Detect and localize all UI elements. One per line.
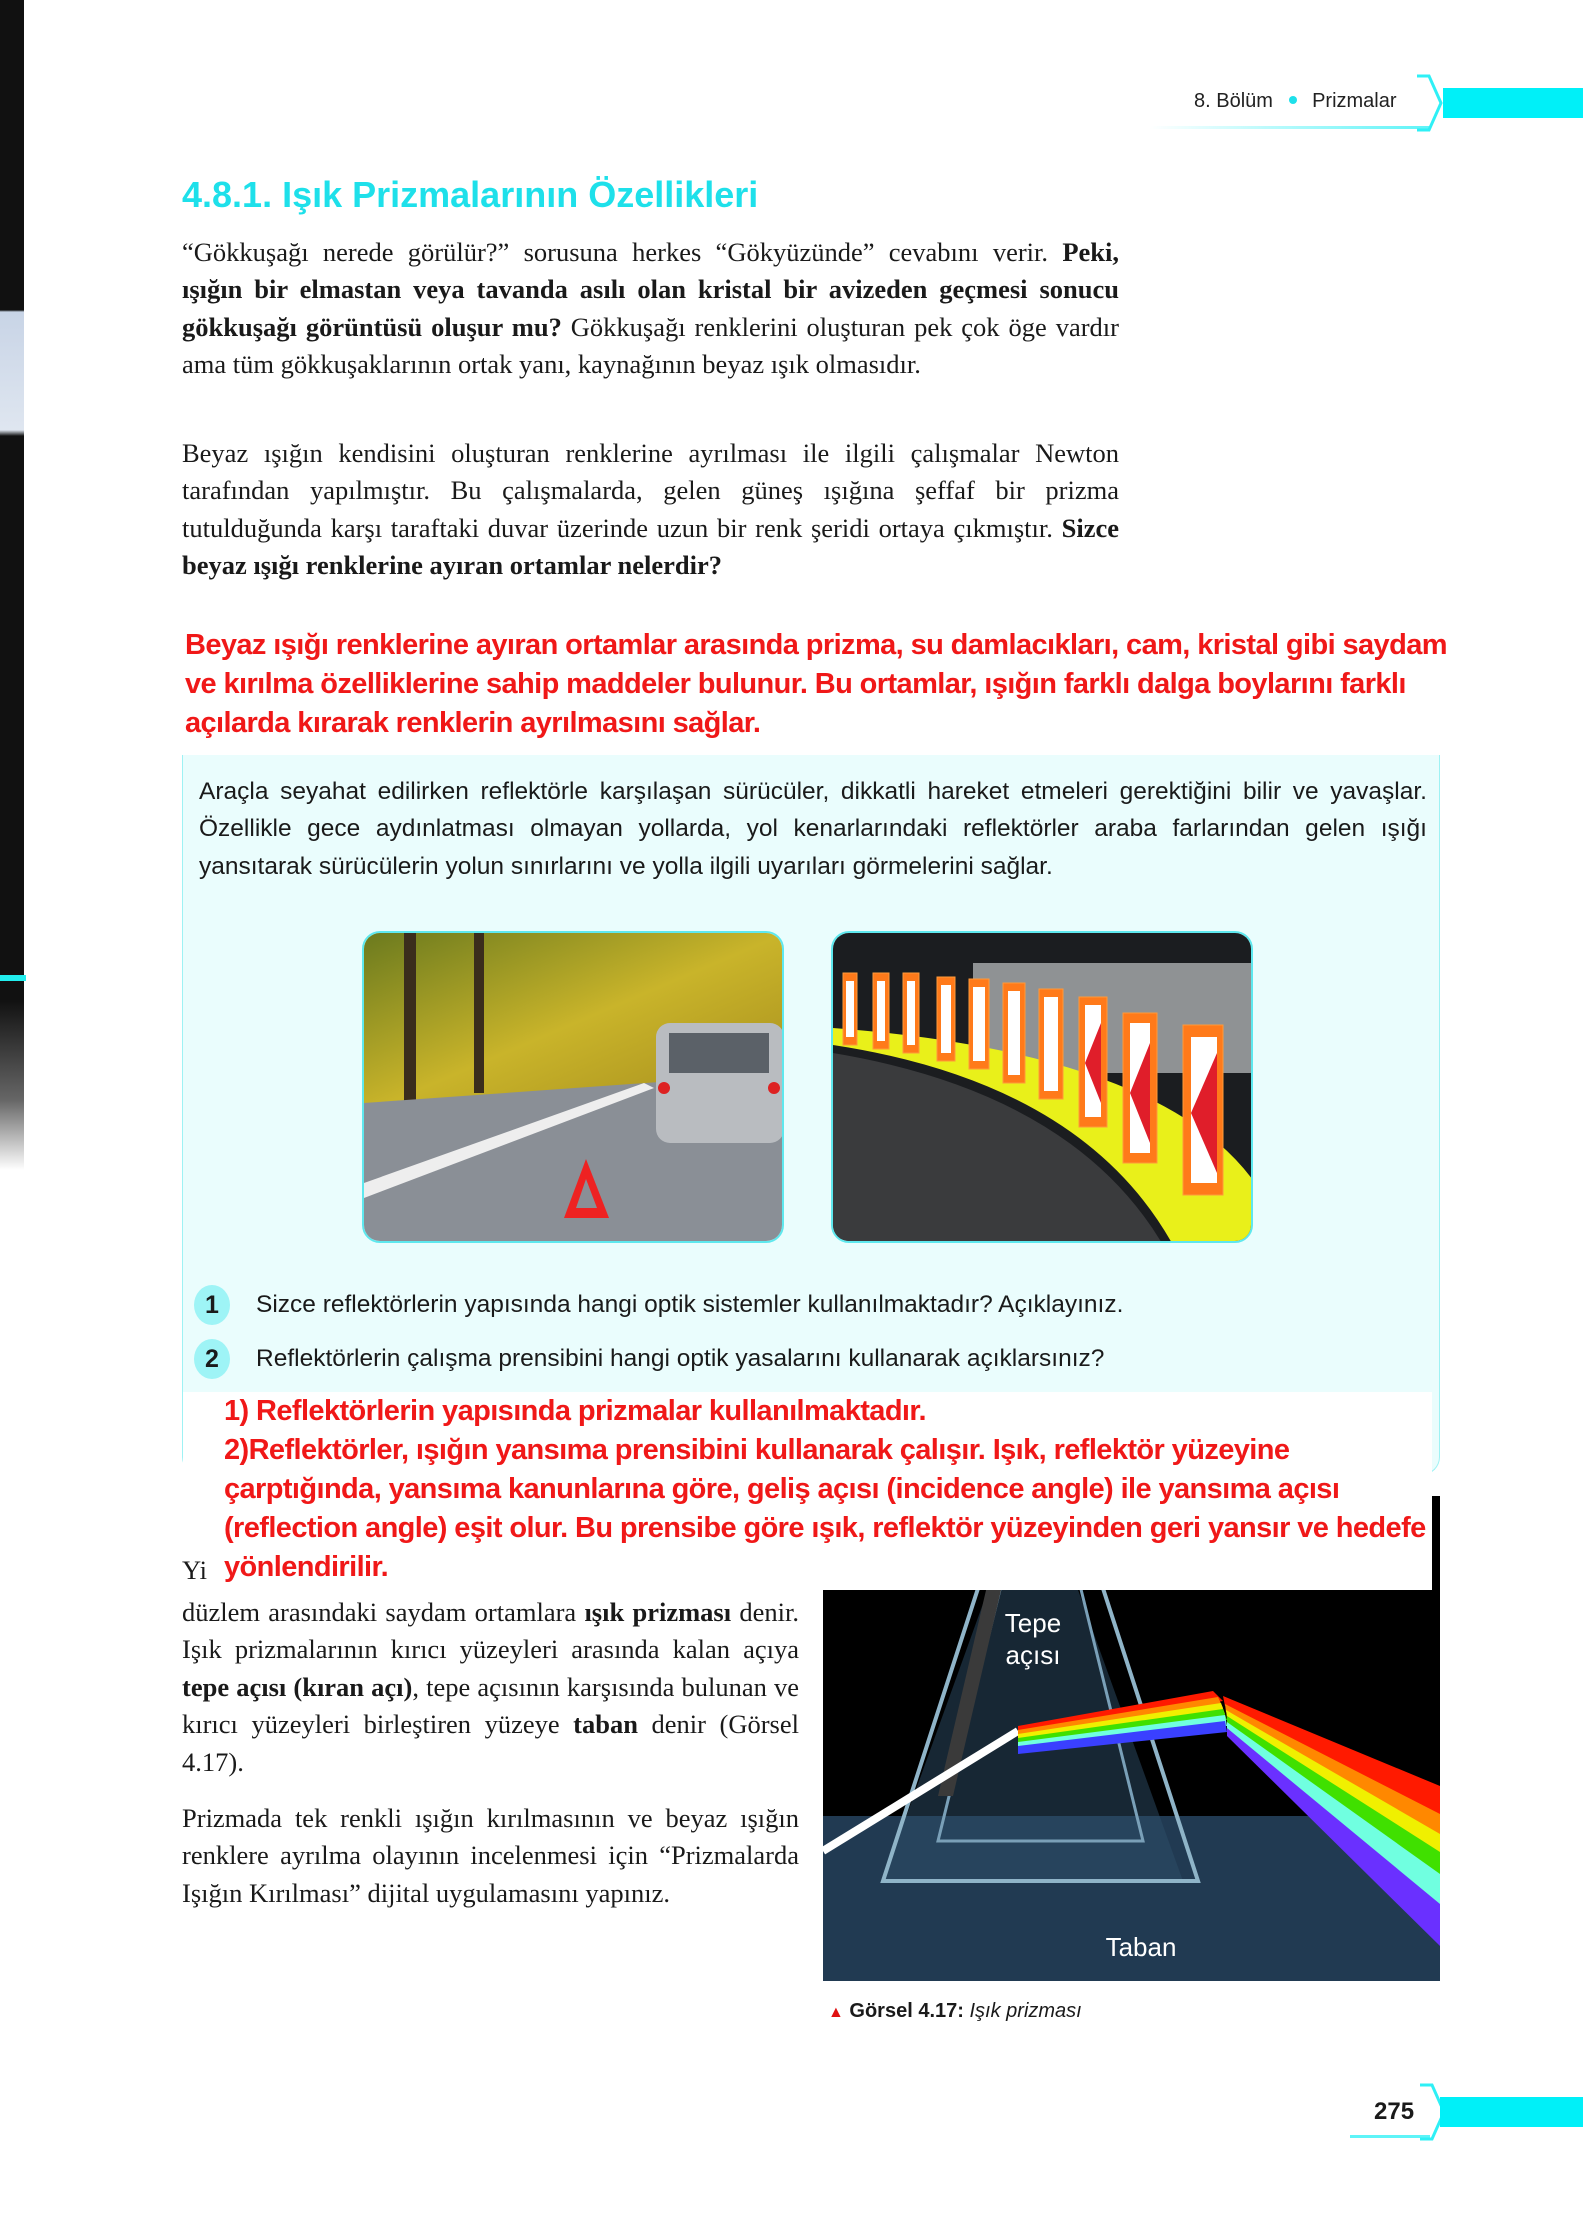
answer-2	[224, 1392, 1429, 1587]
header-underline	[1150, 126, 1430, 129]
paragraph-1: “Gökkuşağı nerede görülür?” sorusuna herkes “Gökyüzünde” cevabını verir. Peki, ışığın bir elmastan veya tavanda asılı olan kristal bir avizeden geçmesi sonucu gökkuşağı görüntüsü oluşur mu? Gökkuşağı renklerini oluşturan pek çok öge vardır ama tüm gökkuşaklarının ortak yanı, kaynağının beyaz ışık olmasıdır.	[182, 237, 1119, 380]
apex-label: Tepe	[1004, 1608, 1062, 1638]
section-label: Prizmalar	[1312, 90, 1397, 112]
road-reflectors-photo	[831, 931, 1253, 1243]
base-label: Taban	[1105, 1932, 1177, 1962]
bullet-icon	[1289, 96, 1297, 104]
triangle-icon: ▲	[828, 2004, 844, 2021]
page-footer	[1340, 2083, 1583, 2143]
answer-1: Beyaz ışığı renklerine ayıran ortamlar arasında prizma, su damlacıkları, cam, kristal gibi saydam ve kırılma özelliklerine sahip maddeler bulunur. Bu ortamlar, ışığın farklı dalga boylarını farklı açılarda kırarak renklerin ayrılmasını sağlar.	[185, 629, 1447, 739]
header-accent-bar	[1443, 88, 1583, 118]
page-number: 275	[1374, 2098, 1415, 2125]
apex-label-2: açısı	[1005, 1640, 1061, 1670]
warning-triangle-photo	[362, 931, 784, 1243]
chapter-label: 8. Bölüm	[1194, 90, 1273, 112]
activity-text: Araçla seyahat edilirken reflektörle karşılaşan sürücüler, dikkatli hareket etmeleri gerektiğini bilir ve yavaşlar. Özellikle gece aydınlatması olmayan yollarda, yol kenarlarındaki reflektörler araba farlarından gelen ışığı yansıtarak sürücülerin yolun sınırlarını ve yolla ilgili uyarıları görmelerini sağlar.	[199, 778, 1427, 880]
figure-caption: ▲ Görsel 4.17: Işık prizması	[828, 2000, 1082, 2022]
answer-2-line-2: 2)Reflektörler, ışığın yansıma prensibini kullanarak çalışır. Işık, reflektör yüzeyine çarptığında, yansıma kanunlarına göre, geliş açısı (incidence angle) ile yansıma açısı (reflection angle) eşit olur. Bu prensibe göre ışık, reflektör yüzeyinden geri yansır ve hedefe yönlendirilir.	[224, 1434, 1426, 1583]
paragraph-3-fragment: Yi	[182, 1555, 208, 1585]
paragraph-3: düzlem arasındaki saydam ortamlara ışık prizması denir. Işık prizmalarının kırıcı yüzeyleri arasında kalan açıya tepe açısı (kıran açı), tepe açısının karşısında bulunan ve kırıcı yüzeyleri birleştiren yüzeye taban denir (Görsel 4.17).	[182, 1597, 799, 1777]
paragraph-2: Beyaz ışığın kendisini oluşturan renklerine ayrılması ile ilgili çalışmalar Newton tarafından yapılmıştır. Bu çalışmalarda, gelen güneş ışığına şeffaf bir prizma tutulduğunda karşı taraftaki duvar üzerinde uzun bir renk şeridi ortaya çıkmıştır. Sizce beyaz ışığı renklerine ayıran ortamlar nelerdir?	[182, 438, 1119, 581]
question-text: Reflektörlerin çalışma prensibini hangi optik yasalarını kullanarak açıklarsınız?	[256, 1345, 1105, 1372]
answer-2-line-1: 1) Reflektörlerin yapısında prizmalar kullanılmaktadır.	[224, 1395, 926, 1427]
footer-accent-bar	[1440, 2097, 1583, 2127]
question-2	[194, 1339, 1104, 1379]
question-number-badge: 1	[194, 1285, 230, 1325]
section-title: 4.8.1. Işık Prizmalarının Özellikleri	[182, 174, 759, 215]
scan-edge-mark	[0, 975, 26, 981]
question-text: Sizce reflektörlerin yapısında hangi optik sistemler kullanılmaktadır? Açıklayınız.	[256, 1291, 1124, 1318]
paragraph-4: Prizmada tek renkli ışığın kırılmasının ve beyaz ışığın renklere ayrılma olayının incelenmesi için “Prizmalarda Işığın Kırılması” dijital uygulamasını yapınız.	[182, 1803, 799, 1908]
chevron-icon	[1415, 74, 1445, 132]
question-number-badge: 2	[194, 1339, 230, 1379]
question-1	[194, 1285, 1123, 1325]
chapter-header	[1150, 74, 1583, 134]
scan-edge	[0, 0, 24, 1170]
